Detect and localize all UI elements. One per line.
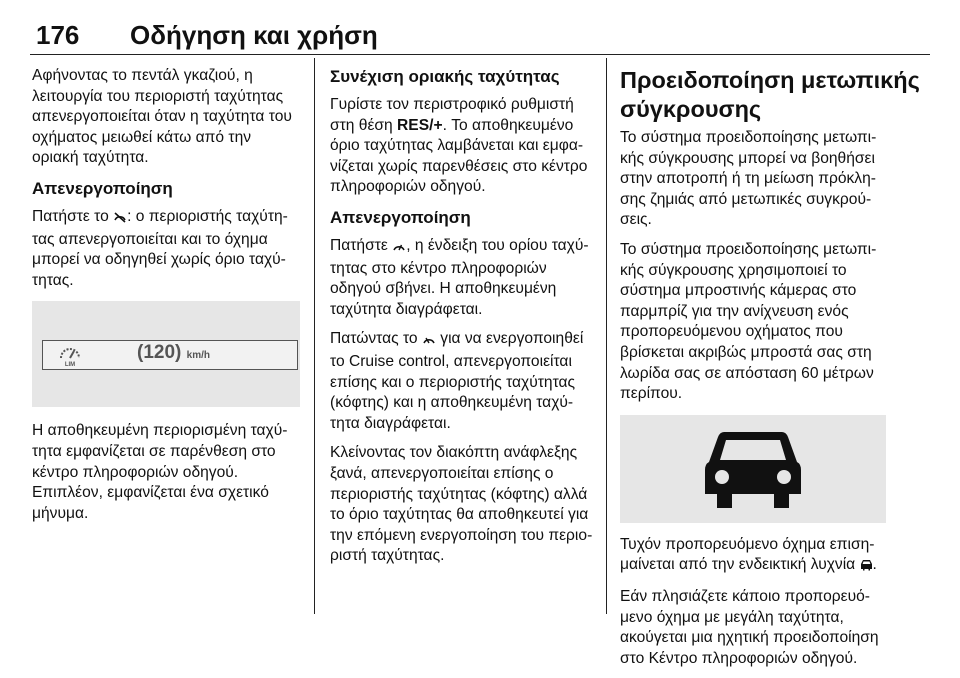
indicator-paragraph: Τυχόν προπορευόμενο όχημα επιση- μαίνεται από την ενδεικτική λυχνία .: [620, 535, 894, 578]
stored-speed-value: (120): [137, 342, 182, 364]
fcw-intro-paragraph: Το σύστημα προειδοποίησης μετωπι- κής σύγκρουσης μπορεί να βοηθήσει στην αποτροπή ή τη μείωση πρόκλη- σης ζημιάς από μετωπικές συγκρού- σεις.: [620, 129, 877, 229]
ignition-paragraph: Κλείνοντας τον διακόπτη ανάφλεξης ξανά, απενεργοποιείται επίσης ο περιοριστής ταχύτητας (κόφτης) αλλά το όριο ταχύτητας θα αποθηκευτεί για την επόμενη ενεργοποίηση του περιο- ριστή ταχύτητας.: [330, 444, 593, 565]
press-paragraph: Πατήστε , η ένδειξη του ορίου ταχύ- τητας στο κέντρο πληροφοριών οδηγού σβήνει. Η αποθηκευμένη ταχύτητα διαγράφεται.: [330, 236, 589, 318]
column-3: [620, 66, 920, 678]
vehicle-ahead-figure: [620, 415, 886, 523]
warning-paragraph: Εάν πλησιάζετε κάποιο προπορευό- μενο όχημα με μεγάλη ταχύτητα, ακούγεται μια ηχητική προειδοποίηση στο Κέντρο πληροφοριών οδηγού.: [620, 587, 879, 667]
vehicle-ahead-icon: [704, 424, 802, 514]
cruise-control-icon: [422, 331, 436, 352]
section-heading: Προειδοποίηση μετωπικής σύγκρουσης: [620, 67, 920, 122]
car-ahead-indicator-icon: [860, 557, 873, 578]
deactivation-paragraph: Πατήστε το : ο περιοριστής ταχύτη- τας απενεργοποιείται και το όχημα μπορεί να οδηγηθεί χωρίς όριο ταχύ- τητας.: [32, 207, 288, 289]
fcw-camera-paragraph: Το σύστημα προειδοποίησης μετωπι- κής σύγκρουσης χρησιμοποιεί το σύστημα μπροστινής κάμερας στο παρμπρίζ για την ανίχνευση ενός προπορευόμενου οχήματος που βρίσκεται ακριβώς μπροστά σας στη λωρίδα σας σε απόσταση 60 μέτρων περίπου.: [620, 240, 877, 403]
speed-limiter-icon: [57, 343, 83, 367]
page-number: 176: [36, 20, 80, 50]
res-plus-label: RES/+: [397, 116, 443, 134]
lim-label: LIM: [64, 362, 76, 368]
speed-limiter-icon: [392, 238, 406, 259]
resume-heading: Συνέχιση οριακής ταχύτητας: [330, 67, 560, 86]
page-header: [30, 16, 930, 56]
speed-limit-display-figure: [32, 301, 300, 407]
stored-speed-paragraph: Η αποθηκευμένη περιορισμένη ταχύ- τητα εμφανίζεται σε παρένθεση στο κέντρο πληροφοριών οδηγού. Επιπλέον, εμφανίζεται ένα σχετικό μήνυμα.: [32, 422, 288, 522]
resume-paragraph: Γυρίστε τον περιστροφικό ρυθμιστή στη θέση RES/+. Το αποθηκευμένο όριο ταχύτητας λαμβάνεται και εμφα- νίζεται χωρίς παρενθέσεις στο κέντρο πληροφοριών οδηγού.: [330, 96, 588, 196]
header-rule: [30, 54, 930, 55]
speed-limit-display: [42, 340, 298, 370]
deactivation-heading-2: Απενεργοποίηση: [330, 207, 471, 227]
chapter-title: Οδήγηση και χρήση: [130, 20, 378, 50]
column-divider: [606, 58, 607, 614]
switch-paragraph: Πατώντας το για να ενεργοποιηθεί το Cruise control, απενεργοποιείται επίσης και ο περιοριστής ταχύτητας (κόφτης) και η αποθηκευμένη ταχύ- τητα διαγράφεται.: [330, 330, 584, 432]
speed-unit: km/h: [186, 350, 210, 362]
deactivation-heading: Απενεργοποίηση: [32, 178, 173, 198]
column-divider: [314, 58, 315, 614]
speed-limiter-off-icon: [113, 209, 127, 230]
intro-paragraph: Αφήνοντας το πεντάλ γκαζιού, η λειτουργία του περιοριστή ταχύτητας απενεργοποιείται όταν η ταχύτητα του οχήματος μειωθεί κάτω από την οριακή ταχύτητα.: [32, 67, 292, 167]
column-1: [32, 66, 302, 533]
column-2: [330, 66, 596, 576]
